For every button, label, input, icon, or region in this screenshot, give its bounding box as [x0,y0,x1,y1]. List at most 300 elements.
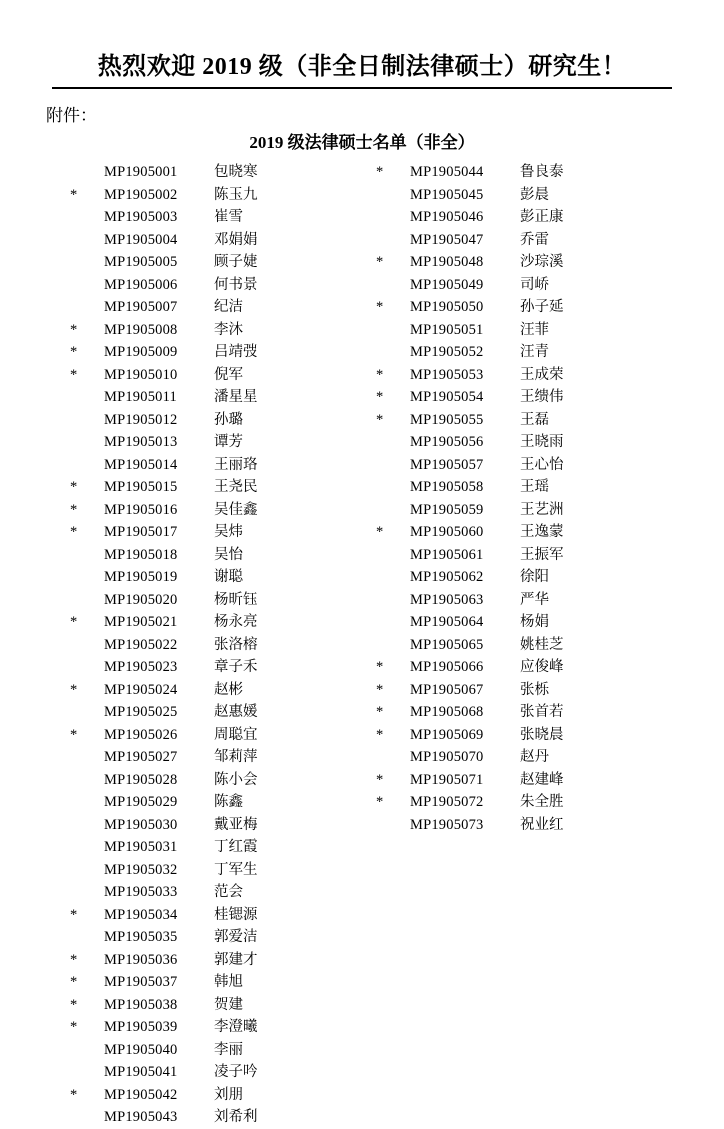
student-id: MP1905036 [104,951,178,968]
student-id: MP1905011 [104,389,177,405]
star-mark: * [70,1019,78,1035]
student-name: 谢聪 [214,569,243,585]
student-id: MP1905042 [104,1086,178,1103]
table-row [376,499,678,522]
table-row [376,634,678,657]
table-row [70,859,362,882]
student-name: 顾子婕 [214,254,258,270]
student-name: 邹莉萍 [214,749,258,765]
student-id: MP1905018 [104,546,178,563]
student-name: 崔雪 [214,209,243,225]
star-mark: * [70,974,78,990]
table-row [376,814,678,837]
table-row [70,431,362,454]
table-row [70,544,362,567]
student-id: MP1905001 [104,164,178,180]
student-name: 杨永亮 [214,614,258,630]
table-row [70,499,362,522]
student-id: MP1905019 [104,569,178,585]
student-name: 吕靖弢 [214,344,258,360]
star-mark [70,1039,104,1062]
table-row [376,184,678,207]
student-name: 刘朋 [214,1086,243,1103]
student-id: MP1905008 [104,321,178,338]
star-mark [376,431,410,454]
student-name: 应俊峰 [520,659,564,675]
student-id: MP1905014 [104,456,178,473]
student-id: MP1905005 [104,254,178,270]
student-id: MP1905040 [104,1041,178,1058]
star-mark [376,206,410,229]
star-mark [70,634,104,657]
star-mark: * [70,1086,78,1103]
table-row [376,364,678,387]
student-name: 赵惠媛 [214,704,258,720]
star-mark: * [70,614,78,630]
student-id: MP1905061 [410,546,484,563]
star-mark [376,499,410,522]
student-name: 纪洁 [214,299,243,315]
student-name: 乔雷 [520,231,549,248]
table-row [376,656,678,679]
student-id: MP1905022 [104,636,178,653]
student-name: 张首若 [520,704,564,720]
star-mark: * [376,524,384,540]
table-row [376,296,678,319]
star-mark [70,1106,104,1129]
student-name: 戴亚梅 [214,816,258,833]
table-row [70,319,362,342]
student-name: 司峤 [520,276,549,293]
table-row [376,251,678,274]
student-id: MP1905028 [104,771,178,788]
star-mark [70,251,104,274]
student-name: 杨娟 [520,614,549,630]
student-id: MP1905002 [104,186,178,203]
table-row [70,701,362,724]
star-mark: * [70,951,78,968]
table-row [70,206,362,229]
roster-title: 2019 级法律硕士名单（非全） [249,133,475,152]
table-row [70,409,362,432]
student-id: MP1905055 [410,411,484,428]
table-row [70,274,362,297]
student-id: MP1905069 [410,726,484,743]
table-row [70,926,362,949]
student-id: MP1905016 [104,501,178,518]
student-name: 何书景 [214,276,258,293]
student-id: MP1905032 [104,861,178,878]
student-name: 吴佳鑫 [214,501,258,518]
star-mark: * [376,794,384,810]
star-mark: * [376,254,384,270]
student-name: 张洛榕 [214,636,258,653]
student-id: MP1905052 [410,344,484,360]
star-mark [70,701,104,724]
student-name: 邓娟娟 [214,231,258,248]
student-id: MP1905063 [410,591,484,608]
student-id: MP1905068 [410,704,484,720]
table-row [376,521,678,544]
table-row [70,364,362,387]
student-name: 王艺洲 [520,501,564,518]
table-row [376,769,678,792]
star-mark [70,566,104,589]
star-mark: * [70,726,78,743]
student-id: MP1905026 [104,726,178,743]
student-id: MP1905007 [104,299,178,315]
star-mark: * [70,366,78,383]
star-mark [70,206,104,229]
star-mark: * [70,524,78,540]
star-mark [70,926,104,949]
student-id: MP1905039 [104,1019,178,1035]
student-id: MP1905033 [104,884,178,900]
student-id: MP1905030 [104,816,178,833]
star-mark [376,319,410,342]
student-id: MP1905073 [410,816,484,833]
student-name: 吴怡 [214,546,243,563]
star-mark: * [376,704,384,720]
student-name: 李丽 [214,1041,243,1058]
student-name: 朱全胜 [520,794,564,810]
table-row [376,701,678,724]
table-row [70,1039,362,1062]
table-row [70,589,362,612]
student-id: MP1905054 [410,389,484,405]
student-id: MP1905020 [104,591,178,608]
star-mark: * [376,164,384,180]
star-mark [70,1061,104,1084]
student-id: MP1905009 [104,344,178,360]
student-name: 陈玉九 [214,186,258,203]
student-id: MP1905044 [410,164,484,180]
table-row [376,611,678,634]
student-id: MP1905067 [410,681,484,698]
table-row [70,994,362,1017]
star-mark: * [70,186,78,203]
student-id: MP1905029 [104,794,178,810]
student-id: MP1905017 [104,524,178,540]
star-mark: * [70,681,78,698]
star-mark: * [376,389,384,405]
student-id: MP1905025 [104,704,178,720]
star-mark [376,184,410,207]
star-mark [376,634,410,657]
student-id: MP1905048 [410,254,484,270]
student-id: MP1905015 [104,479,178,495]
student-name: 王尧民 [214,479,258,495]
student-id: MP1905021 [104,614,178,630]
table-row [70,341,362,364]
table-row [70,679,362,702]
roster-column-right [362,161,678,836]
table-row [70,386,362,409]
star-mark: * [70,479,78,495]
student-name: 彭正康 [520,209,564,225]
table-row [70,949,362,972]
student-name: 李沐 [214,321,243,338]
table-row [70,971,362,994]
student-id: MP1905045 [410,186,484,203]
table-row [376,386,678,409]
star-mark [376,746,410,769]
table-row [70,161,362,184]
table-row [70,656,362,679]
student-id: MP1905024 [104,681,178,698]
star-mark [70,656,104,679]
star-mark [376,229,410,252]
star-mark: * [376,659,384,675]
star-mark [376,814,410,837]
star-mark: * [70,344,78,360]
table-row [376,431,678,454]
star-mark [70,836,104,859]
student-name: 王缋伟 [520,389,564,405]
student-name: 谭芳 [214,434,243,450]
student-name: 陈小会 [214,771,258,788]
student-name: 王瑶 [520,479,549,495]
table-row [70,769,362,792]
attachment-label: 附件： [46,106,97,125]
star-mark [70,454,104,477]
table-row [70,1106,362,1129]
table-row [376,476,678,499]
star-mark [70,769,104,792]
student-name: 赵丹 [520,749,549,765]
table-row [376,724,678,747]
star-mark [70,161,104,184]
student-id: MP1905012 [104,411,178,428]
star-mark [70,746,104,769]
roster-columns [46,161,678,1129]
student-name: 王振军 [520,546,564,563]
table-row [70,611,362,634]
student-id: MP1905071 [410,771,484,788]
star-mark [70,409,104,432]
student-id: MP1905010 [104,366,178,383]
student-name: 姚桂芝 [520,636,564,653]
table-row [70,881,362,904]
student-id: MP1905050 [410,299,484,315]
student-name: 孙璐 [214,411,243,428]
student-id: MP1905041 [104,1064,178,1080]
student-name: 倪军 [214,366,243,383]
roster-table-right [376,161,678,836]
student-id: MP1905034 [104,906,178,923]
table-row [70,634,362,657]
star-mark: * [376,366,384,383]
student-id: MP1905003 [104,209,178,225]
star-mark: * [70,501,78,518]
table-row [376,161,678,184]
student-id: MP1905047 [410,231,484,248]
table-row [70,1016,362,1039]
student-name: 韩旭 [214,974,243,990]
student-name: 王磊 [520,411,549,428]
student-id: MP1905031 [104,839,178,855]
student-name: 丁军生 [214,861,258,878]
student-id: MP1905056 [410,434,484,450]
table-row [70,1061,362,1084]
student-name: 李澄曦 [214,1019,258,1035]
student-name: 潘星星 [214,389,258,405]
star-mark [70,544,104,567]
student-id: MP1905051 [410,321,484,338]
star-mark [376,589,410,612]
student-name: 王心怡 [520,456,564,473]
student-name: 凌子吟 [214,1064,258,1080]
star-mark: * [70,321,78,338]
student-name: 周聪宜 [214,726,258,743]
table-row [70,724,362,747]
student-name: 陈鑫 [214,794,243,810]
table-row [376,679,678,702]
star-mark [70,859,104,882]
table-row [376,566,678,589]
student-name: 桂锶源 [214,906,258,923]
table-row [376,319,678,342]
table-row [70,746,362,769]
table-row [70,454,362,477]
student-id: MP1905065 [410,636,484,653]
table-row [70,521,362,544]
table-row [376,341,678,364]
student-name: 汪青 [520,344,549,360]
student-id: MP1905070 [410,749,484,765]
star-mark [376,341,410,364]
table-row [70,251,362,274]
student-name: 郭建才 [214,951,258,968]
student-id: MP1905072 [410,794,484,810]
student-name: 杨昕钰 [214,591,258,608]
table-row [70,836,362,859]
student-name: 郭爱洁 [214,929,258,945]
star-mark: * [376,681,384,698]
student-name: 孙子延 [520,299,564,315]
student-name: 吴炜 [214,524,243,540]
student-name: 鲁良泰 [520,164,564,180]
star-mark [70,229,104,252]
student-name: 赵建峰 [520,771,564,788]
student-id: MP1905046 [410,209,484,225]
student-name: 贺建 [214,996,243,1013]
star-mark [70,814,104,837]
student-id: MP1905049 [410,276,484,293]
student-name: 赵彬 [214,681,243,698]
student-id: MP1905043 [104,1109,178,1125]
star-mark [70,431,104,454]
table-row [70,904,362,927]
star-mark: * [376,411,384,428]
page-title: 热烈欢迎 2019 级（非全日制法律硕士）研究生！ [52,46,672,89]
table-row [70,1084,362,1107]
star-mark [376,611,410,634]
table-row [376,206,678,229]
star-mark [376,566,410,589]
star-mark [376,476,410,499]
table-row [376,409,678,432]
table-row [70,296,362,319]
student-id: MP1905059 [410,501,484,518]
student-name: 严华 [520,591,549,608]
student-id: MP1905013 [104,434,178,450]
star-mark [70,589,104,612]
roster-column-left [46,161,362,1129]
table-row [70,476,362,499]
student-name: 王晓雨 [520,434,564,450]
student-name: 彭晨 [520,186,549,203]
student-name: 汪菲 [520,321,549,338]
student-id: MP1905066 [410,659,484,675]
star-mark [376,454,410,477]
student-id: MP1905006 [104,276,178,293]
star-mark [70,296,104,319]
student-name: 包晓寒 [214,164,258,180]
table-row [376,589,678,612]
student-name: 王逸蒙 [520,524,564,540]
table-row [376,791,678,814]
student-id: MP1905057 [410,456,484,473]
student-name: 张晓晨 [520,726,564,743]
table-row [376,229,678,252]
student-id: MP1905035 [104,929,178,945]
student-name: 祝业红 [520,816,564,833]
student-name: 章子禾 [214,659,258,675]
student-name: 王成荣 [520,366,564,383]
student-id: MP1905064 [410,614,484,630]
star-mark: * [70,996,78,1013]
roster-table-left [70,161,362,1129]
student-name: 范会 [214,884,243,900]
student-id: MP1905060 [410,524,484,540]
student-id: MP1905058 [410,479,484,495]
star-mark: * [376,771,384,788]
student-name: 徐阳 [520,569,549,585]
student-name: 张栎 [520,681,549,698]
student-name: 刘希利 [214,1109,258,1125]
student-id: MP1905062 [410,569,484,585]
star-mark [376,544,410,567]
student-id: MP1905038 [104,996,178,1013]
table-row [376,454,678,477]
star-mark [376,274,410,297]
table-row [70,184,362,207]
table-row [376,274,678,297]
star-mark: * [376,299,384,315]
table-row [70,566,362,589]
table-row [70,814,362,837]
star-mark [70,791,104,814]
student-name: 沙琮溪 [520,254,564,270]
star-mark [70,386,104,409]
table-row [376,746,678,769]
student-name: 丁红霞 [214,839,258,855]
table-row [376,544,678,567]
star-mark: * [70,906,78,923]
student-id: MP1905027 [104,749,178,765]
student-id: MP1905023 [104,659,178,675]
student-id: MP1905037 [104,974,178,990]
table-row [70,229,362,252]
student-id: MP1905004 [104,231,178,248]
student-name: 王丽珞 [214,456,258,473]
star-mark: * [376,726,384,743]
star-mark [70,881,104,904]
star-mark [70,274,104,297]
student-id: MP1905053 [410,366,484,383]
table-row [70,791,362,814]
